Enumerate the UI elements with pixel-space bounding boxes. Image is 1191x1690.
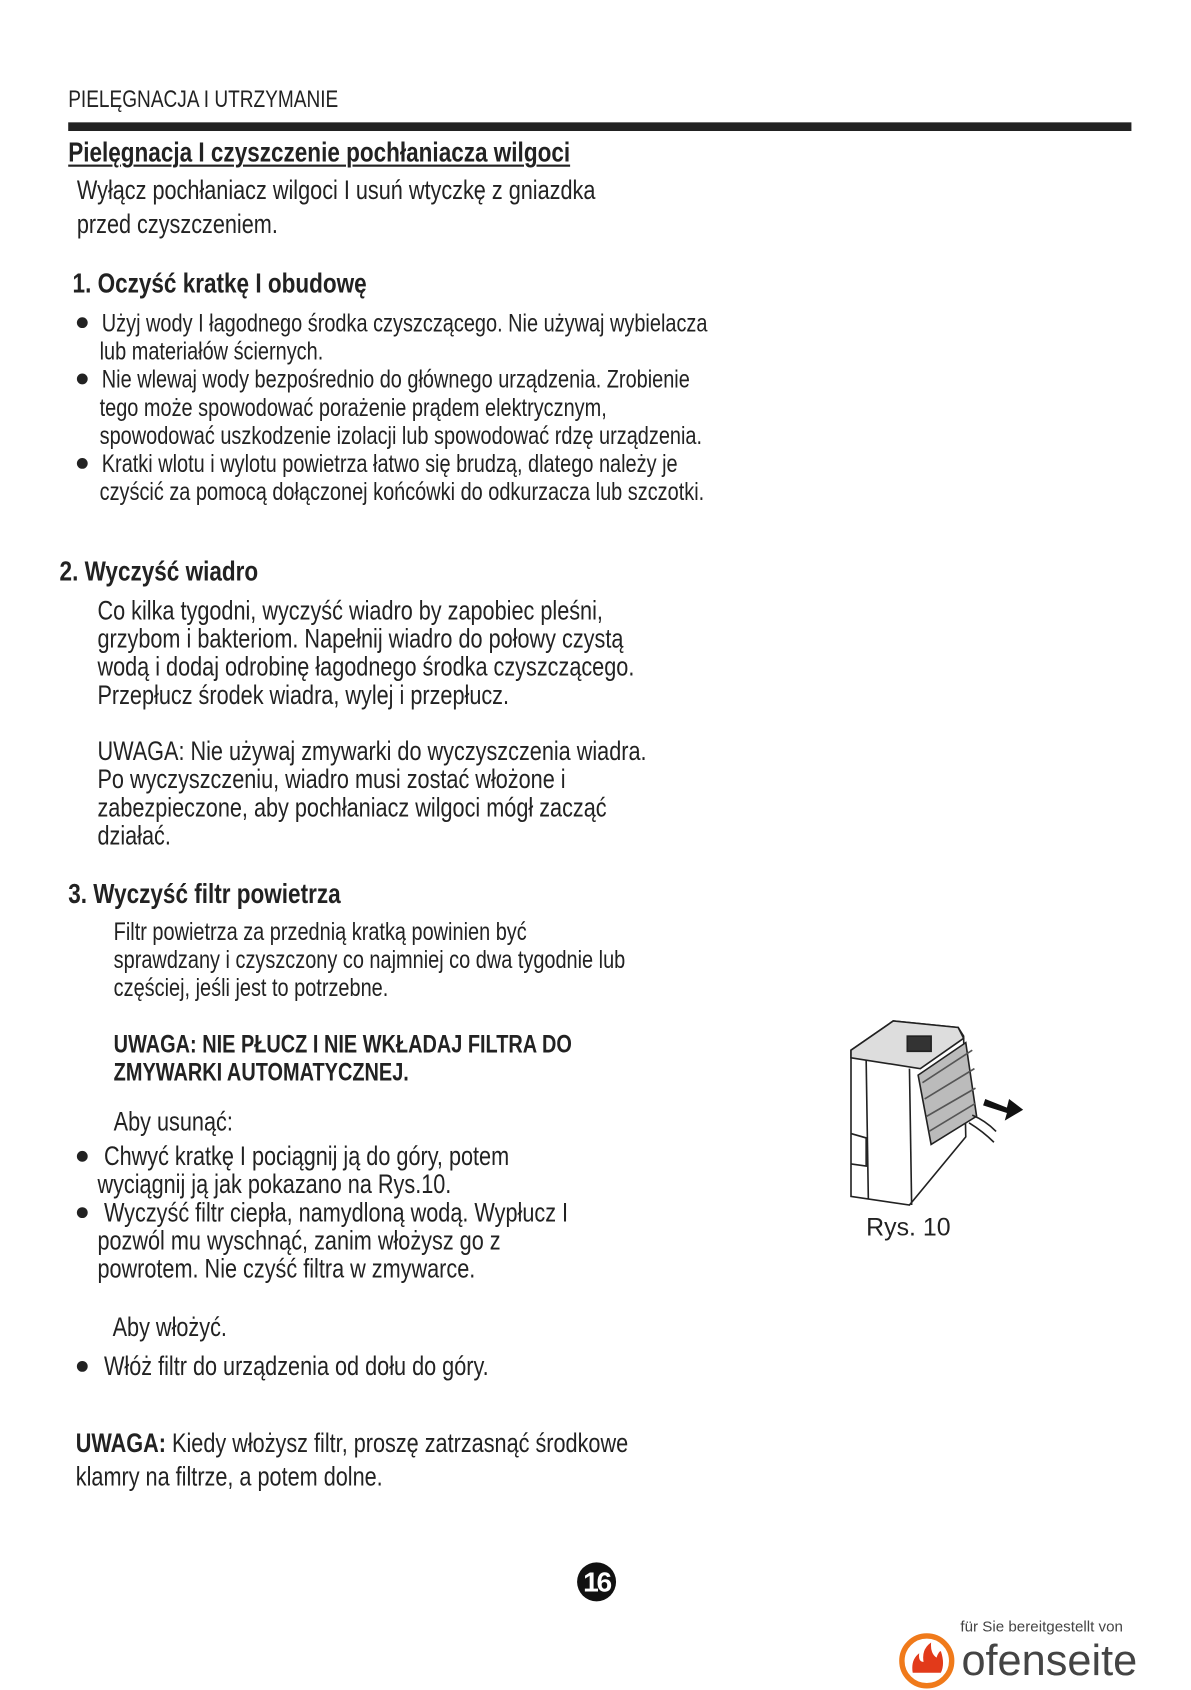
final-note-line: [76, 1429, 628, 1457]
header-rule: [68, 122, 1131, 131]
text-line: Kratki wlotu i wylotu powietrza łatwo się brudzą, dlatego należy je: [101, 449, 678, 478]
text-line: wodą i dodaj odrobinę łagodnego środka czyszczącego.: [97, 651, 635, 683]
text-line: Użyj wody I łagodnego środka czyszczącego. Nie używaj wybielacza: [101, 308, 708, 337]
figure-caption: Rys. 10: [866, 1212, 951, 1241]
note-line: Po wyczyszczeniu, wiadro musi zostać włożone i: [97, 764, 566, 795]
bullet-icon: [77, 317, 88, 328]
text-line: Chwyć kratkę I pociągnij ją do góry, potem: [103, 1141, 510, 1172]
text-line: Nie wlewaj wody bezpośrednio do głównego urządzenia. Zrobienie: [101, 364, 690, 394]
note-line: zabezpieczone, aby pochłaniacz wilgoci mógł zacząć: [97, 792, 607, 823]
text-line: spowodować uszkodzenie izolacji lub spowodować rdzę urządzenia.: [99, 421, 703, 450]
bullet-icon: [77, 1361, 88, 1372]
text-line: lub materiałów ściernych.: [99, 336, 324, 365]
text-line: Wyczyść filtr ciepła, namydloną wodą. Wypłucz I: [103, 1197, 569, 1228]
bullet-icon: [77, 374, 88, 385]
text-line: pozwól mu wyschnąć, zanim włożysz go z: [97, 1225, 501, 1256]
intro-line: Wyłącz pochłaniacz wilgoci I usuń wtyczkę z gniazdka: [76, 175, 596, 206]
text-line: Włóż filtr do urządzenia od dołu do góry.: [103, 1351, 489, 1382]
text-line: Filtr powietrza za przednią kratką powinien być: [113, 917, 527, 946]
final-note-line: klamry na filtrze, a potem dolne.: [75, 1461, 383, 1492]
text-line: tego może spowodować porażenie prądem elektrycznym,: [99, 393, 607, 422]
insert-label: Aby włożyć.: [112, 1312, 227, 1343]
final-note-text: Kiedy włożysz filtr, proszę zatrzasnąć środkowe: [166, 1428, 629, 1459]
warning-line: UWAGA: NIE PŁUCZ I NIE WKŁADAJ FILTRA DO: [113, 1029, 572, 1058]
bullet-icon: [77, 1207, 88, 1218]
text-line: czyścić za pomocą dołączonej końcówki do odkurzacza lub szczotki.: [99, 477, 705, 506]
section-1-heading: 1. Oczyść kratkę I obudowę: [72, 266, 367, 299]
intro-line: przed czyszczeniem.: [76, 208, 278, 240]
text-line: częściej, jeśli jest to potrzebne.: [113, 973, 389, 1002]
text-line: sprawdzany i czyszczony co najmniej co dwa tygodnie lub: [113, 945, 626, 974]
page-number: 16: [577, 1562, 616, 1601]
section-2-heading: 2. Wyczyść wiadro: [59, 554, 259, 587]
note-line: UWAGA: Nie używaj zmywarki do wyczyszczenia wiadra.: [97, 736, 647, 767]
arrow-icon: [983, 1099, 1023, 1121]
footer-brand: ofenseite: [961, 1637, 1138, 1685]
text-line: powrotem. Nie czyść filtra w zmywarce.: [97, 1253, 476, 1285]
remove-label: Aby usunąć:: [113, 1106, 233, 1137]
flame-logo-icon: [898, 1632, 956, 1690]
bullet-icon: [77, 458, 88, 469]
dehumidifier-illustration: [845, 1012, 1029, 1212]
note-line: działać.: [97, 820, 171, 852]
final-note-bold: UWAGA:: [75, 1428, 167, 1459]
text-line: wyciągnij ją jak pokazano na Rys.10.: [97, 1169, 452, 1200]
page-title: Pielęgnacja I czyszczenie pochłaniacza wilgoci: [68, 135, 571, 168]
footer-tagline: für Sie bereitgestellt von: [960, 1617, 1123, 1635]
text-line: Przepłucz środek wiadra, wylej i przepłucz.: [97, 679, 510, 711]
warning-line: ZMYWARKI AUTOMATYCZNEJ.: [113, 1057, 409, 1086]
section-header: PIELĘGNACJA I UTRZYMANIE: [68, 85, 339, 113]
section-3-heading: 3. Wyczyść filtr powietrza: [68, 876, 341, 910]
text-line: grzybom i bakteriom. Napełnij wiadro do połowy czystą: [97, 623, 624, 654]
bullet-icon: [77, 1151, 88, 1162]
text-line: Co kilka tygodni, wyczyść wiadro by zapobiec pleśni,: [97, 595, 603, 626]
